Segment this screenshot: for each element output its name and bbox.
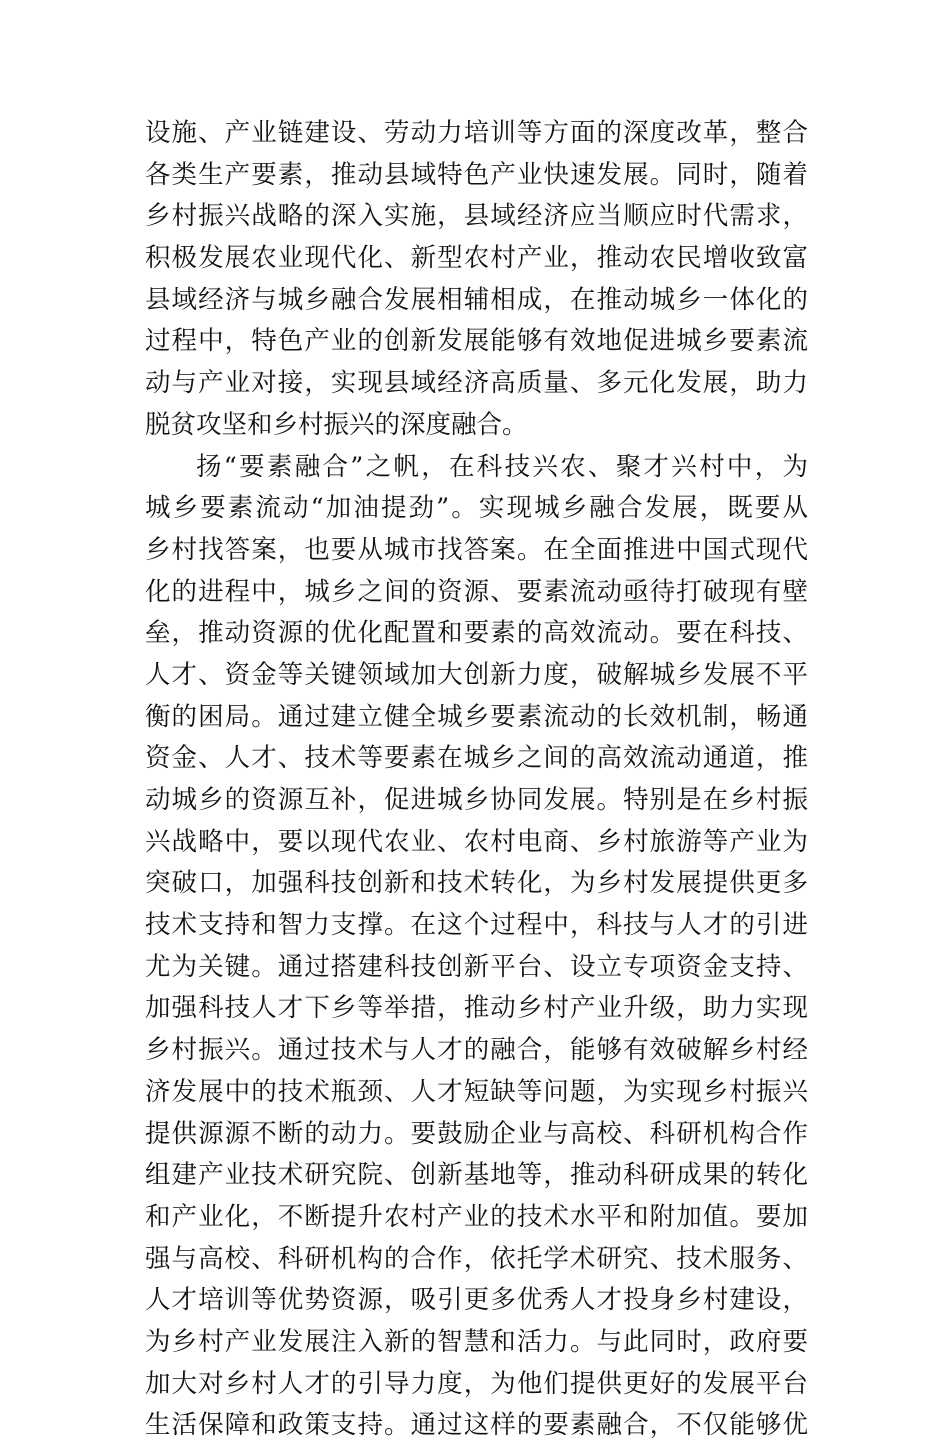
text-line: 兴战略中，要以现代农业、农村电商、乡村旅游等产业为 <box>145 826 808 857</box>
text-line: 加强科技人才下乡等举措，推动乡村产业升级，助力实现 <box>145 993 808 1024</box>
text-line: 衡的困局。通过建立健全城乡要素流动的长效机制，畅通 <box>145 701 808 732</box>
text-line: 设施、产业链建设、劳动力培训等方面的深度改革，整合 <box>145 118 808 148</box>
text-line: 济发展中的技术瓶颈、人才短缺等问题，为实现乡村振兴 <box>145 1076 808 1107</box>
text-line: 垒，推动资源的优化配置和要素的高效流动。要在科技、 <box>145 618 808 649</box>
text-line: 加大对乡村人才的引导力度，为他们提供更好的发展平台 <box>145 1368 808 1399</box>
text-line: 人才培训等优势资源，吸引更多优秀人才投身乡村建设， <box>145 1285 808 1316</box>
text-line: 城乡要素流动“加油提劲”。实现城乡融合发展，既要从 <box>145 493 808 524</box>
text-line: 尤为关键。通过搭建科技创新平台、设立专项资金支持、 <box>145 951 808 982</box>
text-line: 扬“要素融合”之帆，在科技兴农、聚才兴村中，为 <box>196 451 808 482</box>
text-line: 生活保障和政策支持。通过这样的要素融合，不仅能够优 <box>145 1410 808 1441</box>
text-line: 技术支持和智力支撑。在这个过程中，科技与人才的引进 <box>145 910 808 941</box>
text-line: 积极发展农业现代化、新型农村产业，推动农民增收致富 <box>145 243 808 274</box>
text-line: 动与产业对接，实现县域经济高质量、多元化发展，助力 <box>145 368 808 399</box>
text-line: 组建产业技术研究院、创新基地等，推动科研成果的转化 <box>145 1160 808 1191</box>
text-line: 人才、资金等关键领域加大创新力度，破解城乡发展不平 <box>145 659 808 690</box>
text-line: 突破口，加强科技创新和技术转化，为乡村发展提供更多 <box>145 868 808 899</box>
text-line: 各类生产要素，推动县域特色产业快速发展。同时，随着 <box>145 159 808 190</box>
text-line: 为乡村产业发展注入新的智慧和活力。与此同时，政府要 <box>145 1326 808 1357</box>
text-line: 脱贫攻坚和乡村振兴的深度融合。 <box>145 409 528 440</box>
document-body <box>145 113 808 1447</box>
text-line: 强与高校、科研机构的合作，依托学术研究、技术服务、 <box>145 1243 808 1274</box>
text-line: 化的进程中，城乡之间的资源、要素流动亟待打破现有壁 <box>145 576 808 607</box>
text-line: 乡村振兴。通过技术与人才的融合，能够有效破解乡村经 <box>145 1035 808 1066</box>
text-line: 提供源源不断的动力。要鼓励企业与高校、科研机构合作 <box>145 1118 808 1149</box>
text-line: 乡村找答案，也要从城市找答案。在全面推进中国式现代 <box>145 534 808 565</box>
text-line: 过程中，特色产业的创新发展能够有效地促进城乡要素流 <box>145 326 808 357</box>
text-line: 和产业化，不断提升农村产业的技术水平和附加值。要加 <box>145 1201 808 1232</box>
text-line: 乡村振兴战略的深入实施，县域经济应当顺应时代需求， <box>145 201 808 232</box>
text-line: 资金、人才、技术等要素在城乡之间的高效流动通道，推 <box>145 743 808 774</box>
text-line: 动城乡的资源互补，促进城乡协同发展。特别是在乡村振 <box>145 785 808 815</box>
text-line: 县域经济与城乡融合发展相辅相成，在推动城乡一体化的 <box>145 284 808 315</box>
